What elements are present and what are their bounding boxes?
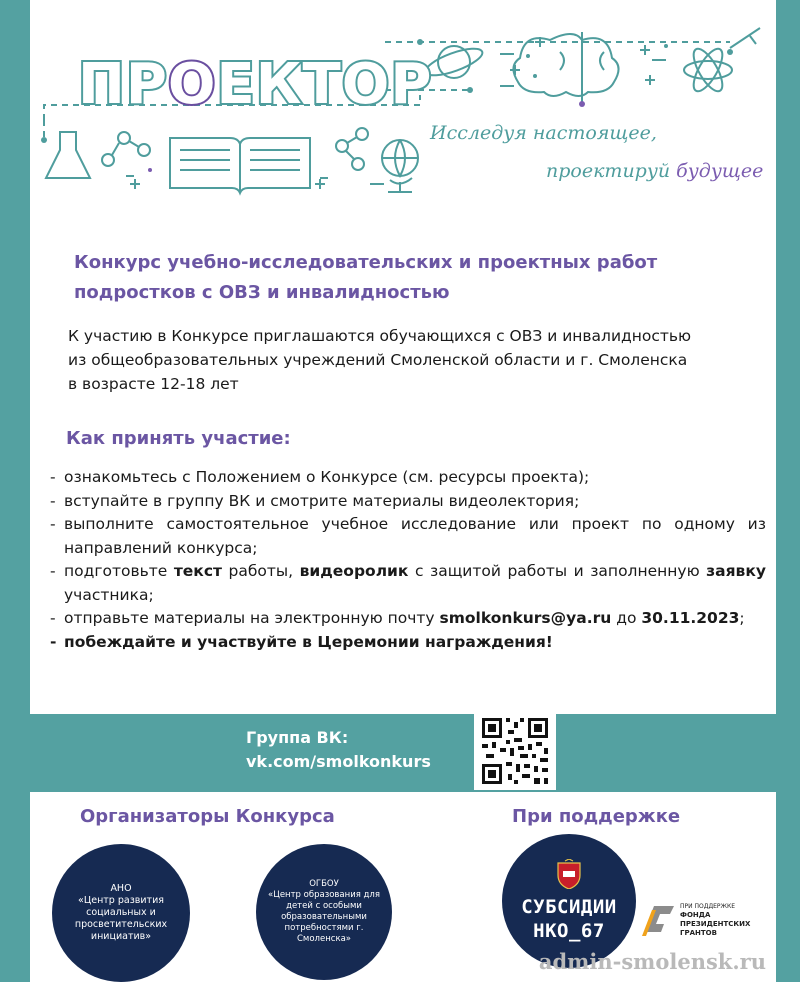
slogan-line-2: проектируй будущее (546, 160, 764, 182)
step-3: - выполните самостоятельное учебное исследование или проект по одному из направлений конкурса; (50, 513, 766, 560)
presidential-grants-logo: ПРИ ПОДДЕРЖКЕ ФОНДА ПРЕЗИДЕНТСКИХ ГРАНТОВ (640, 902, 770, 942)
organizer-2-badge (256, 844, 392, 980)
subsidy-badge (502, 834, 636, 968)
coat-of-arms-icon (556, 859, 582, 889)
organizer-2-type: ОГБОУ (309, 879, 339, 889)
organizer-1-name: «Центр развития социальных и просветительских инициатив» (74, 895, 168, 942)
steps-list (50, 466, 766, 654)
partners-panel (30, 792, 776, 982)
organizer-2-name: «Центр образования для детей с особыми образовательными потребностями г. Смоленска» (268, 890, 380, 944)
subsidy-line-2: НКО_67 (533, 920, 605, 942)
vk-group-link[interactable]: vk.com/smolkonkurs (246, 752, 431, 771)
step-5: - отправьте материалы на электронную почту smolkonkurs@ya.ru до 30.11.2023; (50, 607, 766, 631)
contest-title: Конкурс учебно-исследовательских и проектных работ подростков с ОВЗ и инвалидностью (74, 252, 658, 303)
qr-code[interactable] (474, 712, 556, 790)
organizers-title: Организаторы Конкурса (80, 806, 335, 827)
intro-text: К участию в Конкурсе приглашаются обучающихся с ОВЗ и инвалидностью из общеобразовательных учреждений Смоленской области и г. Смоленска в возрасте 12-18 лет (68, 327, 692, 393)
step-4: - подготовьте текст работы, видеоролик с защитой работы и заполненную заявку участника; (50, 560, 766, 607)
slogan-line-1: Исследуя настоящее, (430, 122, 657, 144)
step-2: - вступайте в группу ВК и смотрите материалы видеолектория; (50, 490, 766, 514)
grants-fund-icon (640, 902, 676, 938)
watermark: admin-smolensk.ru (538, 949, 766, 974)
organizer-1-badge (52, 844, 190, 982)
step-1: - ознакомьтесь с Положением о Конкурсе (см. ресурсы проекта); (50, 466, 766, 490)
how-to-participate-title: Как принять участие: (66, 428, 291, 449)
email-link[interactable]: smolkonkurs@ya.ru (439, 609, 612, 627)
proektor-logo: ПРОЕКТОР (78, 52, 433, 117)
subsidy-line-1: СУБСИДИИ (521, 896, 617, 918)
main-panel (30, 0, 776, 714)
organizer-1-type: АНО (110, 883, 132, 894)
vk-group-label: Группа ВК: (246, 728, 349, 747)
qr-code-icon (474, 712, 556, 790)
step-6: - побеждайте и участвуйте в Церемонии награждения! (50, 631, 766, 655)
support-title: При поддержке (512, 806, 681, 827)
